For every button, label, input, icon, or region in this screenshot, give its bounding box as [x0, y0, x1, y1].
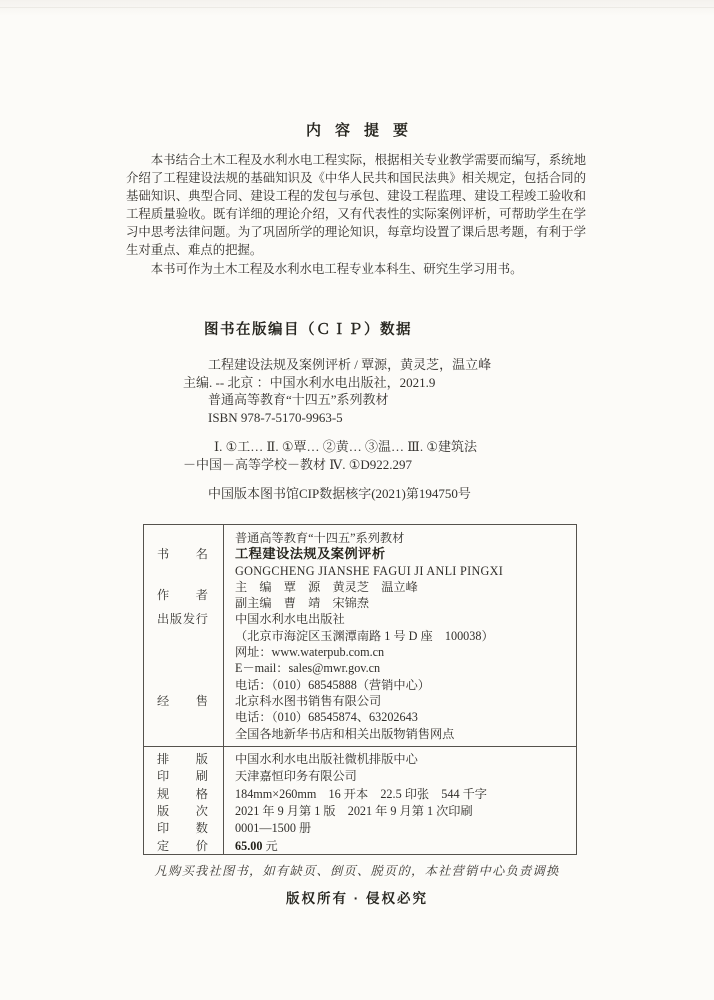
- chief-editors: 主 编 覃 源 黄灵芝 温立峰: [235, 579, 418, 594]
- colophon-divider-vertical: [223, 525, 224, 854]
- label-book-title: 书名: [157, 547, 208, 562]
- row-book-title: [144, 530, 576, 579]
- cip-record-number: 中国版本图书馆CIP数据核字(2021)第194750号: [208, 486, 471, 501]
- cip-heading: 图书在版编目（ＣＩＰ）数据: [204, 322, 412, 338]
- cip-class-line-2: －中国－高等学校－教材 Ⅳ. ①D922.297: [183, 456, 413, 472]
- label-typesetting: 排版: [157, 751, 208, 766]
- price-value: [235, 838, 576, 855]
- edition-value: 2021 年 9 月第 1 版 2021 年 9 月第 1 次印刷: [235, 804, 473, 819]
- deputy-editors: 副主编 曹 靖 宋锦焘: [235, 596, 370, 611]
- cip-classification: [183, 438, 477, 473]
- format-value: 184mm×260mm 16 开本 22.5 印张 544 千字: [235, 786, 487, 801]
- row-authors: [144, 579, 576, 612]
- content-summary-body: [126, 151, 586, 278]
- typesetting-value: 中国水利水电出版社微机排版中心: [235, 751, 418, 766]
- book-series: 普通高等教育“十四五”系列教材: [235, 531, 405, 545]
- row-publisher: [144, 611, 576, 692]
- cip-series-line: 普通高等教育“十四五”系列教材: [208, 392, 389, 408]
- label-print-run: 印数: [157, 821, 208, 836]
- row-printing: [144, 768, 576, 785]
- colophon-bottom-section: [144, 746, 576, 860]
- book-title: 工程建设法规及案例评析: [235, 546, 386, 562]
- row-seller: [144, 693, 576, 742]
- cip-publisher-line: 主编. -- 北京 ：中国水利水电出版社，2021.9: [183, 374, 436, 390]
- label-price: 定价: [157, 838, 208, 853]
- seller-network: 全国各地新华书店和相关出版物销售网点: [235, 726, 455, 741]
- summary-paragraph-1: 本书结合土木工程及水利水电工程实际，根据相关专业教学需要而编写，系统地介绍了工程建设法规的基础知识及《中华人民共和国民法典》相关规定，包括合同的基础知识、典型合同、建设工程的发包与承包、建设工程监理、建设工程竣工验收和工程质量验收。既有详细的理论介绍，又有代表性的实际案例评析，可帮助学生在学习中思考法律问题。为了巩固所学的理论知识，每章均设置了课后思考题，有利于学生对重点、难点的把握。: [126, 153, 586, 258]
- cip-title-line: 工程建设法规及案例评析 / 覃源，黄灵芝，温立峰: [208, 357, 492, 372]
- label-printing: 印刷: [157, 769, 208, 784]
- publisher-phone: 电话：（010）68545888（营销中心）: [235, 677, 430, 692]
- label-seller: 经售: [157, 693, 208, 708]
- purchase-replacement-notice: 凡购买我社图书，如有缺页、倒页、脱页的，本社营销中心负责调换: [154, 864, 560, 878]
- print-run-value: 0001—1500 册: [235, 821, 312, 836]
- price-number: 65.00: [235, 838, 263, 853]
- row-print-run: [144, 820, 576, 837]
- price-unit: 元: [265, 838, 278, 853]
- label-publisher: 出版发行: [157, 612, 208, 627]
- seller-name: 北京科水图书销售有限公司: [235, 693, 382, 708]
- publisher-name: 中国水利水电出版社: [235, 612, 345, 627]
- label-format: 规格: [157, 786, 208, 801]
- row-price: [144, 838, 576, 855]
- cip-class-line-1: Ⅰ. ①工… Ⅱ. ①覃… ②黄… ③温… Ⅲ. ①建筑法: [214, 439, 477, 454]
- cip-isbn-line: ISBN 978-7-5170-9963-5: [208, 409, 343, 425]
- cip-description: [183, 356, 491, 426]
- colophon-table: [143, 524, 577, 855]
- label-authors: 作者: [157, 588, 208, 603]
- publisher-email: E－mail：sales@mwr.gov.cn: [235, 661, 381, 676]
- printing-value: 天津嘉恒印务有限公司: [235, 769, 357, 784]
- content-summary-heading: 内容提要: [305, 122, 422, 139]
- colophon-top-section: [144, 525, 576, 746]
- publisher-address: （北京市海淀区玉渊潭南路 1 号 D 座 100038）: [235, 628, 494, 643]
- seller-phone: 电话：（010）68545874、63202643: [235, 710, 418, 725]
- copyright-statement: 版权所有 · 侵权必究: [286, 891, 428, 906]
- summary-paragraph-2: 本书可作为土木工程及水利水电工程专业本科生、研究生学习用书。: [150, 261, 523, 276]
- row-typesetting: [144, 751, 576, 768]
- row-format: [144, 786, 576, 803]
- label-edition: 版次: [157, 804, 208, 819]
- publisher-website: 网址：www.waterpub.com.cn: [235, 645, 385, 660]
- row-edition: [144, 803, 576, 820]
- book-title-pinyin: GONGCHENG JIANSHE FAGUI JI ANLI PINGXI: [235, 563, 504, 578]
